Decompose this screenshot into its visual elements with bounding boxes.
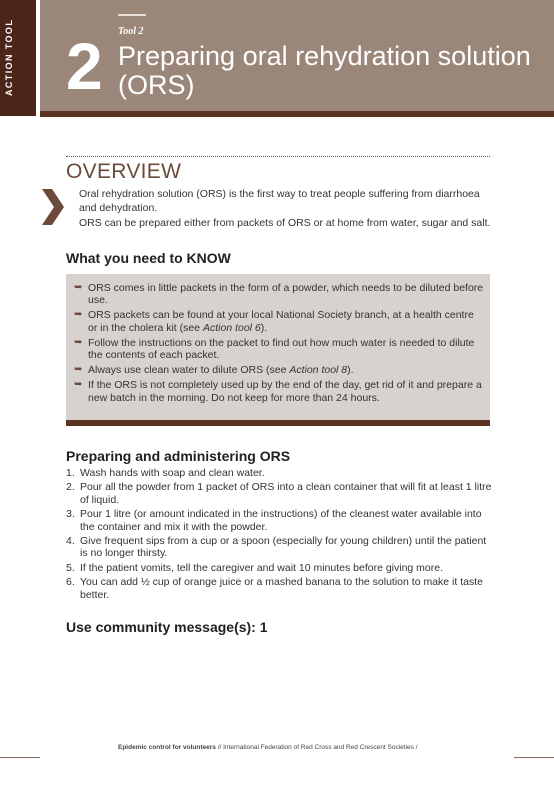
- step-number: 1.: [66, 467, 75, 479]
- action-tool-reference: Action tool 8: [289, 364, 348, 377]
- footer-org: // International Federation of Red Cross and Red Crescent Societies /: [215, 744, 418, 751]
- page-footer: [118, 744, 518, 751]
- overview-text: [79, 188, 499, 233]
- chevron-right-icon: [40, 187, 64, 227]
- step-number: 2.: [66, 481, 75, 494]
- know-list: [74, 282, 484, 407]
- footer-title: Epidemic control for volunteers: [118, 744, 216, 751]
- steps-list: [66, 467, 492, 603]
- list-item: [74, 364, 484, 376]
- step-item: [66, 467, 492, 479]
- list-item-text: ORS comes in little packets in the form of a powder, which needs to be diluted before use.: [88, 282, 484, 307]
- step-number: 5.: [66, 561, 75, 574]
- tool-number: 2: [66, 29, 103, 103]
- header-tick-line: [118, 14, 146, 16]
- know-heading: What you need to KNOW: [66, 250, 231, 266]
- arrow-bullet-icon: ➥: [74, 379, 83, 391]
- header-rule: [40, 111, 554, 117]
- arrow-bullet-icon: ➥: [74, 364, 83, 376]
- list-item-text: If the ORS is not completely used up by the end of the day, get rid of it and prepare a new batch in the morning. Do not keep for more than 24 hours.: [88, 379, 482, 404]
- list-item: [74, 309, 484, 333]
- list-item-text: ORS packets can be found at your local National Society branch, at a health centre or in the cholera kit (see: [88, 309, 474, 334]
- footer-line: [514, 757, 554, 758]
- overview-divider: [66, 156, 490, 157]
- page-title: Preparing oral rehydration solution (ORS): [118, 41, 531, 100]
- step-text: Pour 1 litre (or amount indicated in the instructions) of the cleanest water available into the container and mix it with the powder.: [80, 508, 482, 533]
- footer-line: [0, 757, 40, 758]
- step-item: [66, 562, 492, 574]
- list-item-text-end: ).: [347, 364, 354, 377]
- arrow-bullet-icon: ➥: [74, 282, 83, 293]
- step-number: 6.: [66, 576, 75, 589]
- step-text: Wash hands with soap and clean water.: [80, 467, 265, 479]
- step-text: Give frequent sips from a cup or a spoon (especially for young children) until the patient is no longer thirsty.: [80, 535, 487, 560]
- overview-heading: OVERVIEW: [66, 160, 182, 183]
- list-item-text: Always use clean water to dilute ORS (see: [88, 364, 290, 377]
- overview-paragraph: ORS can be prepared either from packets of ORS or at home from water, sugar and salt.: [79, 217, 491, 229]
- step-number: 4.: [66, 535, 75, 548]
- sidebar-label: ACTION TOOL: [4, 18, 14, 96]
- step-item: [66, 508, 492, 533]
- arrow-bullet-icon: ➥: [74, 336, 83, 348]
- step-text: Pour all the powder from 1 packet of ORS into a clean container that will fit at least 1 litre of liquid.: [80, 481, 492, 506]
- arrow-bullet-icon: ➥: [74, 309, 83, 321]
- action-tool-sidebar: [0, 0, 36, 116]
- overview-paragraph: Oral rehydration solution (ORS) is the first way to treat people suffering from diarrhoea and dehydration.: [79, 188, 480, 214]
- step-item: [66, 481, 492, 506]
- list-item-text: Follow the instructions on the packet to find out how much water is needed to dilute the contents of each packet.: [88, 336, 475, 362]
- action-tool-reference: Action tool 6: [202, 321, 261, 334]
- list-item-text-end: ).: [260, 321, 268, 334]
- community-heading: Use community message(s): 1: [66, 619, 268, 635]
- list-item: [74, 282, 484, 306]
- know-box-rule: [66, 420, 490, 426]
- step-item: [66, 576, 492, 601]
- step-text: You can add ½ cup of orange juice or a mashed banana to the solution to make it taste better.: [80, 576, 483, 601]
- step-text: If the patient vomits, tell the caregiver and wait 10 minutes before giving more.: [80, 561, 444, 574]
- step-item: [66, 535, 492, 560]
- preparing-heading: Preparing and administering ORS: [66, 448, 291, 464]
- list-item: [74, 337, 484, 361]
- list-item: [74, 379, 484, 403]
- tool-label: Tool 2: [118, 26, 144, 37]
- step-number: 3.: [66, 508, 75, 521]
